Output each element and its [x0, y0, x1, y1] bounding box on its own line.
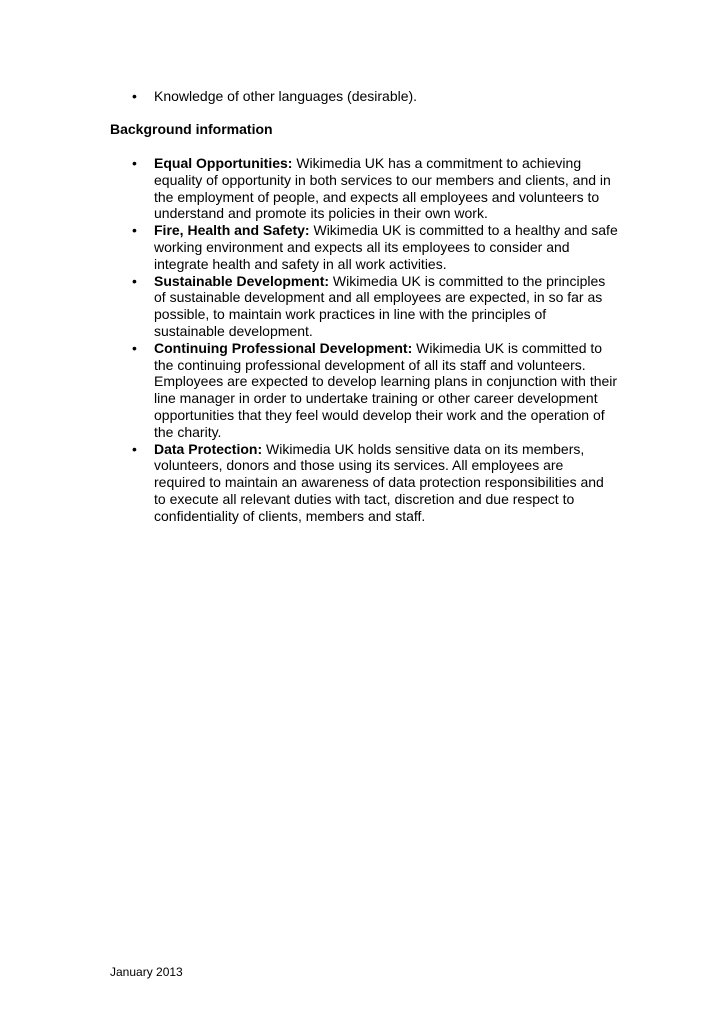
list-item [132, 88, 612, 105]
list-item-sustainable-development [132, 273, 618, 340]
bullet-icon: • [132, 88, 137, 104]
list-item-lead: Equal Opportunities: [154, 155, 293, 171]
list-item-text: Wikimedia UK is committed to a healthy and safe working environment and expects all its employees to consider and integrate health and safety in all work activities. [154, 222, 618, 272]
bullet-icon: • [132, 155, 137, 171]
footer-date: January 2013 [110, 965, 183, 979]
list-item-lead: Continuing Professional Development: [154, 339, 413, 356]
list-item-text: Wikimedia UK holds sensitive data on its members, volunteers, donors and those using its services. All employees are required to maintain an awareness of data protection responsibilities and to execute all relevant duties with tact, discretion and due respect to confidentiality of clients, members and staff. [154, 440, 604, 524]
list-item-equal-opportunities [132, 155, 618, 222]
list-item-lead: Sustainable Development: [154, 272, 330, 289]
list-item-text: Wikimedia UK has a commitment to achieving equality of opportunity in both services to our members and clients, and in the employment of people, and expects all employees and volunteers to understand and promote its policies in their own work. [154, 155, 611, 222]
background-list [132, 155, 618, 525]
list-item-text: Knowledge of other languages (desirable). [154, 88, 418, 104]
section-heading: Background information [110, 121, 273, 137]
list-item-fire-health-safety [132, 222, 618, 272]
list-item-text: Wikimedia UK is committed to the continuing professional development of all its staff and volunteers. Employees are expected to develop learning plans in conjunction with their line manager in order to undertake training or other career development opportunities that they feel would develop their work and the operation of the charity. [154, 339, 618, 440]
bullet-icon: • [132, 222, 137, 239]
list-item-data-protection [132, 441, 618, 525]
list-item-lead: Fire, Health and Safety: [154, 222, 310, 239]
bullet-icon: • [132, 440, 137, 457]
bullet-icon: • [132, 339, 137, 356]
list-item-lead: Data Protection: [154, 440, 263, 457]
list-item-text: Wikimedia UK is committed to the principles of sustainable development and all employees are expected, in so far as possible, to maintain work practices in line with the principles of sustainable development. [154, 272, 606, 339]
list-item-continuing-professional-development [132, 340, 618, 441]
bullet-icon: • [132, 272, 137, 289]
requirements-list [132, 88, 612, 105]
